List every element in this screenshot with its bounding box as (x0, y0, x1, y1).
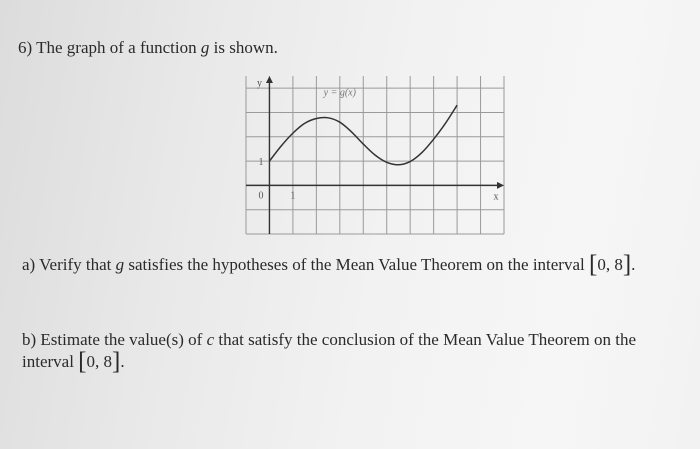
origin-label: 0 (258, 190, 264, 202)
y-tick-label-1: 1 (258, 157, 264, 169)
question-heading (18, 38, 278, 58)
part-a-middle: satisfies the hypotheses of the Mean Value Theorem on the interval (124, 255, 589, 274)
function-label: y = g(x) (323, 87, 356, 99)
y-axis-label: y (256, 78, 262, 89)
part-b-suffix: that satisfy the conclusion of the Mean Value Theorem on the (214, 330, 637, 349)
part-a-end: . (631, 255, 636, 274)
x-axis-arrowhead (497, 182, 504, 189)
part-a-prefix: a) Verify that (22, 255, 116, 274)
part-a-close-bracket: ] (622, 251, 632, 278)
heading-function-var: g (200, 38, 210, 57)
part-a-text (22, 251, 636, 278)
part-b-interval: 0, 8 (86, 352, 112, 371)
part-b-text-line2 (22, 348, 125, 375)
part-b-open-bracket: [ (78, 348, 87, 375)
part-a-interval: 0, 8 (597, 255, 623, 274)
part-b-text-line1 (22, 330, 636, 350)
y-axis-arrowhead (266, 76, 273, 83)
heading-suffix: is shown. (209, 38, 278, 57)
part-b-prefix: b) Estimate the value(s) of (22, 330, 207, 349)
function-graph (246, 76, 504, 234)
x-axis-label: x (493, 191, 499, 203)
heading-prefix: 6) The graph of a function (18, 38, 201, 57)
part-b-end: . (120, 352, 125, 371)
part-b-line2-prefix: interval (22, 352, 79, 371)
x-tick-label-1: 1 (290, 190, 296, 202)
part-a-var: g (115, 255, 125, 274)
part-a-open-bracket: [ (589, 251, 598, 278)
part-b-var: c (206, 330, 215, 349)
part-b-close-bracket: ] (112, 348, 121, 375)
